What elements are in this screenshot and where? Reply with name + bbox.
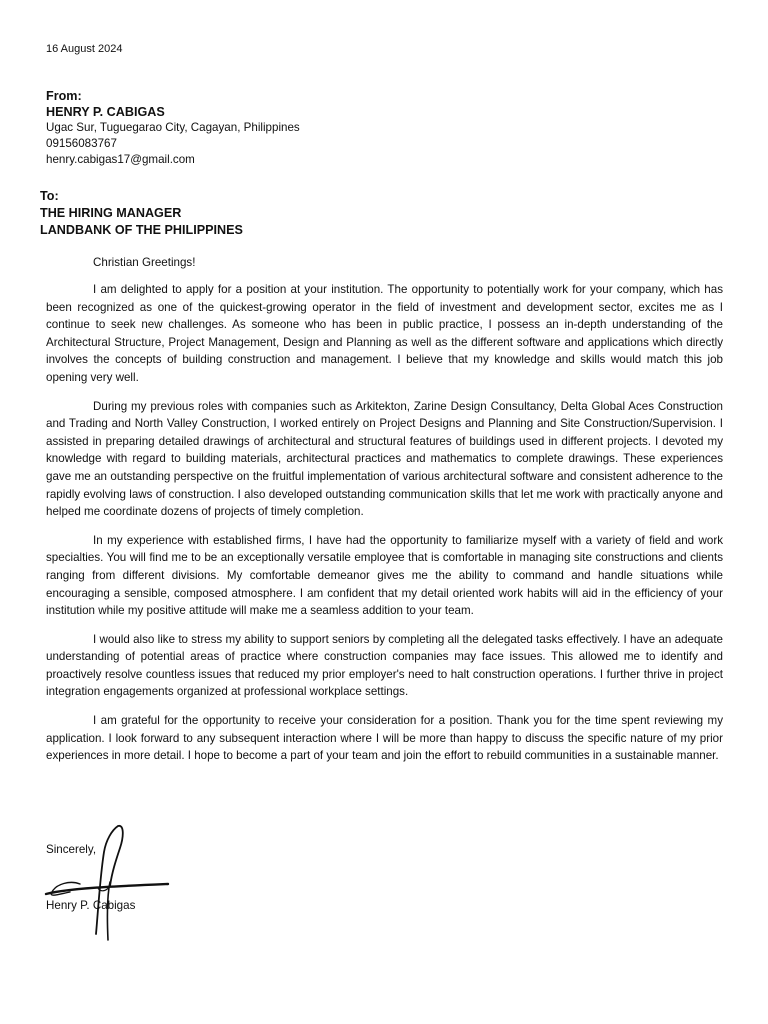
- letter-body: [46, 281, 723, 776]
- letter-date: 16 August 2024: [46, 43, 123, 55]
- to-label: To:: [40, 189, 59, 203]
- body-paragraph: I am delighted to apply for a position at your institution. The opportunity to potentially work for your company, which has been recognized as one of the quickest-growing operator in the field of investment and development sector, excites me as I continue to seek new challenges. As someone who has been in public practice, I possess an in-depth understanding of the Architectural Structure, Project Management, Design and Planning as well as the different software and applications which directly involves the concepts of building construction and management. I believe that my knowledge and skills would match this job opening very well.: [46, 283, 723, 384]
- sender-block: [46, 88, 300, 168]
- sender-phone: 09156083767: [46, 137, 117, 150]
- closing: Sincerely,: [46, 843, 97, 856]
- sender-address: Ugac Sur, Tuguegarao City, Cagayan, Philippines: [46, 121, 300, 134]
- recipient-organization: LANDBANK OF THE PHILIPPINES: [40, 223, 243, 237]
- body-paragraph: During my previous roles with companies such as Arkitekton, Zarine Design Consultancy, Delta Global Aces Construction and Trading and North Valley Construction, I worked entirely on Project Designs and Planning and Site Construction/Supervision. I assisted in preparing detailed drawings of architectural and structural features of buildings used in different projects. I devoted my knowledge with regard to building materials, architectural practices and mathematics to complete drawings. These experiences gave me an outstanding perspective on the fruitful implementation of various architectural software and consistent adherence to the rapidly evolving laws of construction. I also developed outstanding communication skills that let me work with practically anyone and helped me coordinate dozens of projects of timely completion.: [46, 399, 723, 519]
- body-paragraph: In my experience with established firms, I have had the opportunity to familiarize myself with a variety of field and work specialties. You will find me to be an exceptionally versatile employee that is comfortable in managing site constructions and clients ranging from different divisions. My comfortable demeanor gives me the ability to command and handle situations while encouraging a sensible, composed atmosphere. I am confident that my detail oriented work habits will aid in the efficiency of your institution while my positive attitude will make me a seamless addition to your team.: [46, 533, 723, 618]
- body-paragraph: I would also like to stress my ability to support seniors by completing all the delegated tasks effectively. I have an adequate understanding of potential areas of practice where construction companies may face issues. This allowed me to identify and proactively resolve countless issues that reduced my prior employer's need to halt construction operations. I further thrive in project integration engagements organized at professional workplace settings.: [46, 632, 723, 699]
- sender-email: henry.cabigas17@gmail.com: [46, 153, 195, 166]
- signature-name: Henry P. Cabigas: [46, 899, 136, 912]
- body-paragraph: I am grateful for the opportunity to receive your consideration for a position. Thank you for the time spent reviewing my application. I look forward to any subsequent interaction where I will be more than happy to discuss the specific nature of my prior experiences in more detail. I hope to become a part of your team and join the effort to rebuild communities in a sustainable manner.: [46, 714, 723, 763]
- greeting: Christian Greetings!: [93, 256, 196, 269]
- recipient-block: [40, 188, 243, 239]
- from-label: From:: [46, 89, 82, 103]
- sender-name: HENRY P. CABIGAS: [46, 105, 165, 119]
- handwritten-signature: [40, 822, 190, 942]
- recipient-title: THE HIRING MANAGER: [40, 206, 182, 220]
